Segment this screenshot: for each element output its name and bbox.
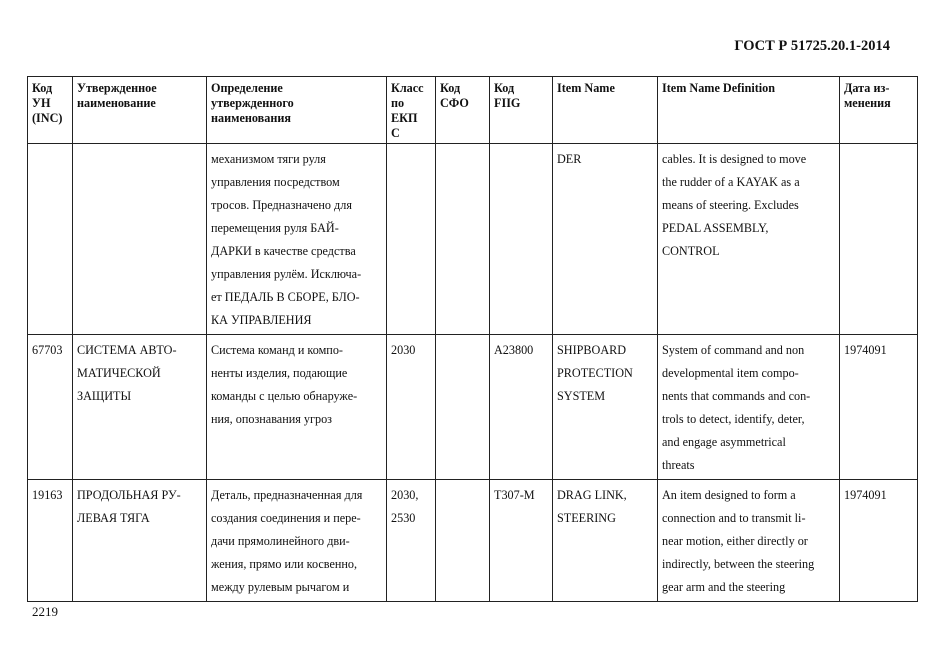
header-class-line: Класс [391, 81, 424, 95]
cell-item-name [553, 144, 658, 335]
cell-name [73, 335, 207, 480]
name-line: ЗАЩИТЫ [77, 389, 132, 403]
item-definition-line: nents that commands and con- [662, 389, 811, 403]
header-item-definition-line: Item Name Definition [662, 81, 776, 95]
header-item-name [553, 77, 658, 144]
cell-item-name [553, 335, 658, 480]
item-definition-line: CONTROL [662, 244, 720, 258]
header-class-line: ЕКП [391, 111, 418, 125]
name-line: СИСТЕМА АВТО- [77, 343, 177, 357]
page-number: 2219 [32, 604, 58, 619]
header-definition-line: Определение [211, 81, 283, 95]
item-definition-line: means of steering. Excludes [662, 198, 799, 212]
definition-line: между рулевым рычагом и [211, 580, 350, 594]
cell-date [840, 335, 918, 480]
header-class [387, 77, 436, 144]
header-definition-line: утвержденного [211, 96, 294, 110]
definition-line: ненты изделия, подающие [211, 366, 348, 380]
definition-line: перемещения руля БАЙ- [211, 221, 339, 235]
cell-fiig [490, 335, 553, 480]
class-line: 2030, [391, 488, 419, 502]
header-class-line: С [391, 126, 400, 140]
table-row [28, 335, 918, 480]
class-line: 2030 [391, 343, 416, 357]
header-code [28, 77, 73, 144]
item-definition-line: threats [662, 458, 695, 472]
header-date-line: Дата из- [844, 81, 890, 95]
table-row [28, 480, 918, 602]
definition-line: Система команд и компо- [211, 343, 343, 357]
cell-definition [207, 480, 387, 602]
cell-code [28, 480, 73, 602]
header-fiig [490, 77, 553, 144]
code-line: 67703 [32, 343, 63, 357]
header-item-name-line: Item Name [557, 81, 615, 95]
date-line: 1974091 [844, 488, 887, 502]
header-code-line: Код [32, 81, 53, 95]
cell-sfo [436, 335, 490, 480]
item-name-line: DER [557, 152, 582, 166]
cell-item-name [553, 480, 658, 602]
header-name-line: наименование [77, 96, 156, 110]
header-date [840, 77, 918, 144]
cell-name [73, 144, 207, 335]
cell-date [840, 480, 918, 602]
cell-class [387, 480, 436, 602]
class-line: 2530 [391, 511, 416, 525]
definition-line: создания соединения и пере- [211, 511, 361, 525]
cell-date [840, 144, 918, 335]
cell-fiig [490, 480, 553, 602]
definition-line: тросов. Предназначено для [211, 198, 352, 212]
cell-sfo [436, 480, 490, 602]
document-standard-title: ГОСТ Р 51725.20.1-2014 [734, 38, 890, 54]
definition-line: КА УПРАВЛЕНИЯ [211, 313, 312, 327]
table-header-row [28, 77, 918, 144]
table-row [28, 144, 918, 335]
cell-item-definition [658, 335, 840, 480]
cell-class [387, 144, 436, 335]
definition-line: Деталь, предназначенная для [211, 488, 363, 502]
definition-line: команды с целью обнаруже- [211, 389, 358, 403]
item-definition-line: developmental item compo- [662, 366, 799, 380]
header-definition [207, 77, 387, 144]
cell-definition [207, 335, 387, 480]
item-name-line: SHIPBOARD [557, 343, 627, 357]
item-name-line: PROTECTION [557, 366, 633, 380]
item-name-line: STEERING [557, 511, 616, 525]
cell-fiig [490, 144, 553, 335]
item-name-line: SYSTEM [557, 389, 606, 403]
item-definition-line: trols to detect, identify, deter, [662, 412, 805, 426]
code-line: 19163 [32, 488, 63, 502]
name-line: ЛЕВАЯ ТЯГА [77, 511, 150, 525]
header-name-line: Утвержденное [77, 81, 157, 95]
item-definition-line: gear arm and the steering [662, 580, 786, 594]
header-sfo-line: СФО [440, 96, 469, 110]
definition-line: дачи прямолинейного дви- [211, 534, 350, 548]
header-fiig-line: Код [494, 81, 515, 95]
cell-name [73, 480, 207, 602]
definition-line: управления рулём. Исключа- [211, 267, 362, 281]
cell-item-definition [658, 480, 840, 602]
cell-definition [207, 144, 387, 335]
header-date-line: менения [844, 96, 891, 110]
definition-line: механизмом тяги руля [211, 152, 326, 166]
cell-class [387, 335, 436, 480]
item-definition-line: cables. It is designed to move [662, 152, 807, 166]
definition-line: ет ПЕДАЛЬ В СБОРЕ, БЛО- [211, 290, 360, 304]
fiig-line: T307-M [494, 488, 535, 502]
item-definition-line: PEDAL ASSEMBLY, [662, 221, 769, 235]
header-sfo [436, 77, 490, 144]
item-definition-line: An item designed to form a [662, 488, 796, 502]
catalog-table [27, 76, 918, 602]
date-line: 1974091 [844, 343, 887, 357]
definition-line: жения, прямо или косвенно, [211, 557, 358, 571]
cell-code [28, 144, 73, 335]
item-definition-line: the rudder of a KAYAK as a [662, 175, 800, 189]
header-fiig-line: FIIG [494, 96, 521, 110]
fiig-line: A23800 [494, 343, 534, 357]
item-definition-line: indirectly, between the steering [662, 557, 815, 571]
cell-code [28, 335, 73, 480]
definition-line: управления посредством [211, 175, 340, 189]
item-definition-line: near motion, either directly or [662, 534, 808, 548]
header-item-definition [658, 77, 840, 144]
cell-sfo [436, 144, 490, 335]
header-code-line: (INC) [32, 111, 63, 125]
definition-line: ния, опознавания угроз [211, 412, 332, 426]
cell-item-definition [658, 144, 840, 335]
item-definition-line: connection and to transmit li- [662, 511, 806, 525]
header-name [73, 77, 207, 144]
item-definition-line: System of command and non [662, 343, 805, 357]
item-definition-line: and engage asymmetrical [662, 435, 786, 449]
header-code-line: УН [32, 96, 51, 110]
header-definition-line: наименования [211, 111, 291, 125]
definition-line: ДАРКИ в качестве средства [211, 244, 356, 258]
item-name-line: DRAG LINK, [557, 488, 627, 502]
header-sfo-line: Код [440, 81, 461, 95]
name-line: МАТИЧЕСКОЙ [77, 366, 161, 380]
name-line: ПРОДОЛЬНАЯ РУ- [77, 488, 181, 502]
header-class-line: по [391, 96, 405, 110]
